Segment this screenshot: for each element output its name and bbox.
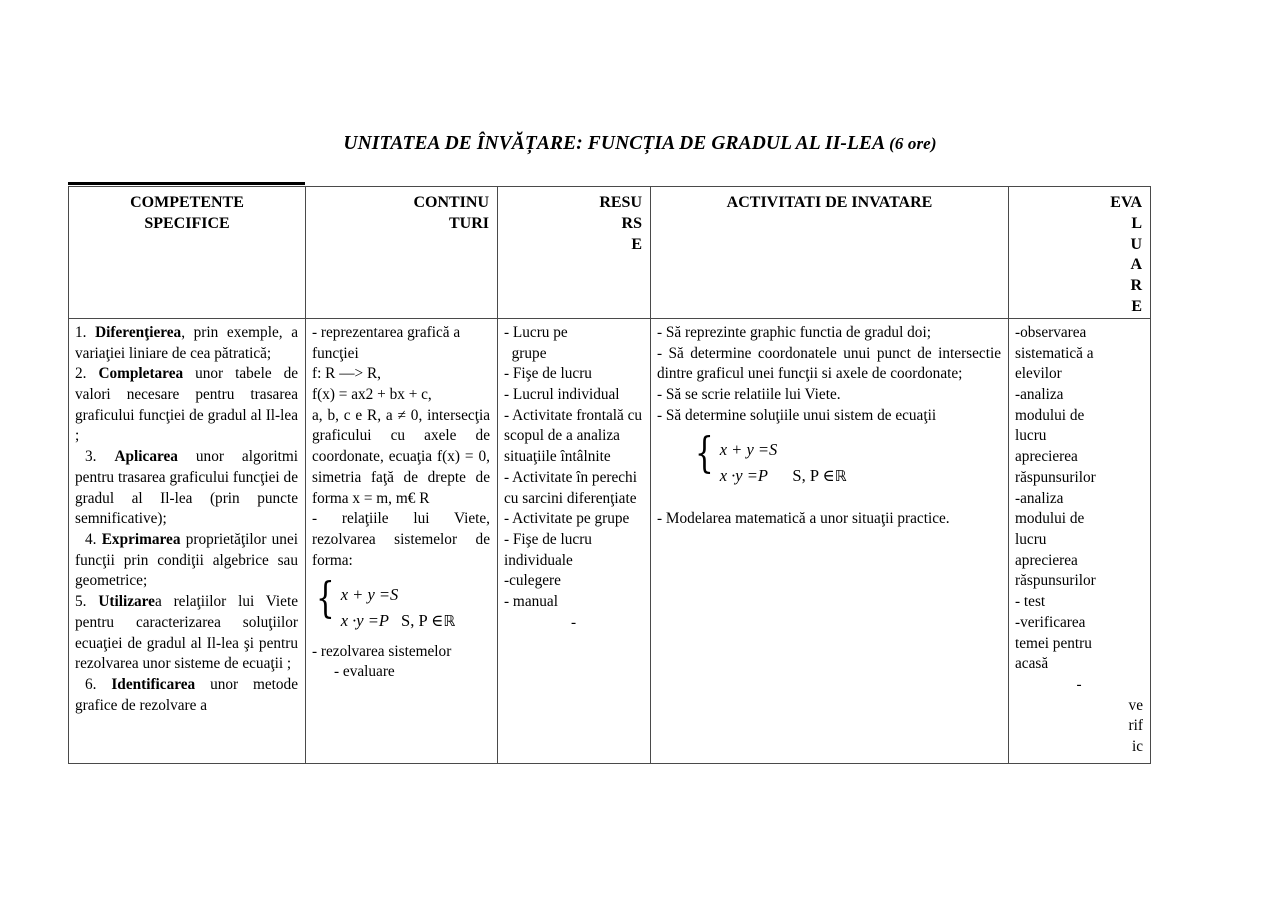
evaluare-fragment: ic [1131, 738, 1143, 756]
resursa-item: - Lucrul individual [504, 385, 620, 403]
competenta-item-3: 3. Aplicarea unor algoritmi pentru trasarea graficului funcţiei de gradul al Il-lea (prin puncte semnificative); [75, 448, 298, 528]
evaluare-item: -analiza [1015, 489, 1064, 507]
header-line: COMPETENTE [130, 194, 244, 211]
header-line: L [1131, 214, 1142, 232]
table-header-row [69, 187, 1151, 319]
evaluare-trailing-dash: - [1076, 676, 1082, 693]
competenta-item-1: 1. Diferenţierea, prin exemple, a variaţiei liniare de cea pătratică; [75, 323, 298, 362]
evaluare-item: răspunsurilor [1015, 572, 1096, 590]
header-evaluare [1009, 187, 1151, 319]
evaluare-fragment: ve [1128, 696, 1143, 714]
header-line: EVA [1110, 194, 1142, 211]
header-line: R [1130, 277, 1142, 295]
header-resurse [498, 187, 651, 319]
evaluare-item: - test [1015, 593, 1046, 611]
page-title-suffix: (6 ore) [889, 134, 937, 153]
cell-resurse [498, 318, 651, 763]
page-title [0, 133, 1280, 155]
resursa-item: - Lucru pe [504, 323, 568, 341]
activitate-line: - Să reprezinte graphic functia de gradul doi; [657, 323, 931, 341]
header-activitati-de-invatare [651, 187, 1009, 319]
evaluare-item: sistematică a [1015, 344, 1094, 362]
header-line: RESU [599, 194, 642, 211]
cell-competente-specifice [69, 318, 306, 763]
header-line: E [1131, 297, 1142, 315]
cell-activitati-de-invatare [651, 318, 1009, 763]
equation-line: x ·y =P S, P ∈ℝ [719, 465, 847, 485]
sistem-ecuatii-viete [312, 573, 490, 633]
continut-line: a, b, c e R, a ≠ 0, intersecţia graficului cu axele de coordonate, ecuaţia f(x) = 0, simetria faţă de drepte de forma x = m, m€ R [312, 406, 490, 507]
header-line: RS [621, 214, 642, 232]
competenta-item-5: 5. Utilizarea relaţiilor lui Viete pentru caracterizarea soluţiilor ecuaţiei de gradul al Il-lea şi pentru rezolvarea unor sisteme de ecuaţii ; [75, 593, 298, 673]
header-line: A [1130, 256, 1142, 274]
header-competente-specifice [69, 187, 306, 319]
table-top-rule [68, 182, 305, 185]
evaluare-item: elevilor [1015, 365, 1062, 383]
activitate-line: - Să determine soluţiile unui sistem de ecuaţii [657, 406, 937, 424]
continut-line: - evaluare [334, 663, 395, 681]
evaluare-item: -observarea [1015, 323, 1087, 341]
equation-line: x ·y =P S, P ∈ℝ [340, 610, 456, 630]
header-line: TURI [448, 214, 489, 232]
evaluare-item: lucru [1015, 530, 1047, 548]
header-continuturi [306, 187, 498, 319]
continut-line: - reprezentarea grafică a funcţiei [312, 323, 461, 362]
competenta-item-2: 2. Completarea unor tabele de valori necesare pentru trasarea graficului funcţiei de gradul al Il-lea ; [75, 365, 299, 445]
continut-line: f(x) = ax2 + bx + c, [312, 385, 432, 403]
brace-icon: { [316, 573, 335, 623]
evaluare-item: -verificarea [1015, 613, 1086, 631]
resursa-item: - Fişe de lucru individuale [504, 530, 592, 569]
evaluare-item: aprecierea [1015, 551, 1078, 569]
activitate-line: - Să se scrie relatiile lui Viete. [657, 385, 841, 403]
evaluare-item: modului de [1015, 406, 1085, 424]
page-title-main: UNITATEA DE ÎNVĂȚARE: FUNCȚIA DE GRADUL AL II-LEA [343, 133, 885, 154]
continut-line: f: R —> R, [312, 365, 381, 383]
header-line: ACTIVITATI DE INVATARE [726, 194, 933, 211]
evaluare-item: aprecierea [1015, 448, 1078, 466]
evaluare-item: răspunsurilor [1015, 468, 1096, 486]
resursa-item: - Activitate în perechi cu sarcini diferenţiate [504, 468, 637, 507]
activitate-line: - Modelarea matematică a unor situaţii practice. [657, 509, 950, 527]
equation-line: x + y =S [719, 440, 778, 460]
competenta-item-4: 4. Exprimarea proprietăţilor unei funcţii prin condiţii algebrice sau geometrice; [75, 530, 298, 590]
header-line: U [1130, 235, 1142, 253]
equation-line: x + y =S [340, 585, 399, 605]
resursa-item: - manual [504, 593, 558, 611]
planificare-table [68, 186, 1151, 764]
resursa-item: -culegere [504, 572, 561, 590]
header-line: E [631, 235, 642, 253]
resursa-item: - Activitate pe grupe [504, 510, 630, 528]
activitate-line: - Să determine coordonatele unui punct de intersectie dintre graficul unei funcţii si axele de coordonate; [657, 344, 1001, 383]
sistem-ecuatii-viete [691, 428, 1001, 488]
continut-line: - relaţiile lui Viete, rezolvarea sistemelor de forma: [312, 510, 490, 569]
resursa-item: - Fişe de lucru [504, 365, 592, 383]
cell-continuturi [306, 318, 498, 763]
continut-line: - rezolvarea sistemelor [312, 642, 452, 660]
brace-icon: { [695, 428, 714, 478]
evaluare-item: lucru [1015, 427, 1047, 445]
table-row [69, 318, 1151, 763]
cell-evaluare [1009, 318, 1151, 763]
evaluare-fragment: rif [1128, 717, 1143, 735]
resursa-item: - Activitate frontală cu scopul de a analiza situaţiile întâlnite [504, 406, 643, 466]
evaluare-item: temei pentru [1015, 634, 1092, 652]
evaluare-item: acasă [1015, 655, 1049, 673]
header-line: CONTINU [413, 194, 489, 211]
evaluare-item: modului de [1015, 510, 1085, 528]
evaluare-item: -analiza [1015, 385, 1064, 403]
resursa-item: grupe [504, 344, 547, 362]
resursa-trailing-dash: - [570, 613, 577, 631]
competenta-item-6: 6. Identificarea unor metode grafice de rezolvare a [75, 676, 298, 714]
header-line: SPECIFICE [144, 214, 230, 232]
